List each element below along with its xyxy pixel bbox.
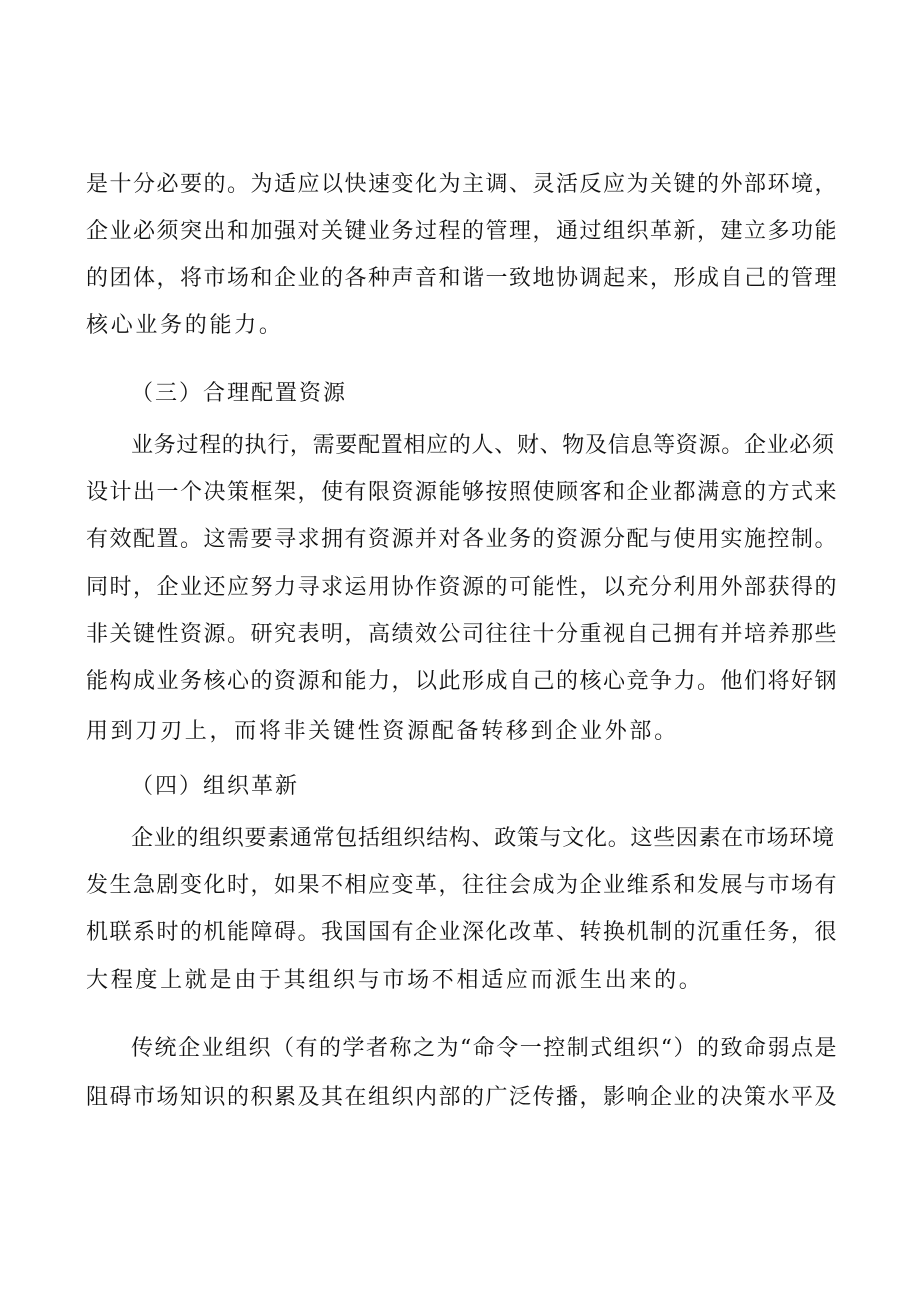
paragraph-line: 有效配置。这需要寻求拥有资源并对各业务的资源分配与使用实施控制。 [86, 527, 839, 552]
paragraph-line: 企业必须突出和加强对关键业务过程的管理，通过组织革新，建立多功能 [86, 219, 839, 244]
paragraph-line: 大程度上就是由于其组织与市场不相适应而派生出来的。 [86, 968, 704, 993]
paragraph-line: 传统企业组织（有的学者称之为“命令一控制式组织“）的致命弱点是 [131, 1036, 838, 1061]
paragraph-line: 能构成业务核心的资源和能力，以此形成自己的核心竞争力。他们将好钢 [86, 669, 839, 694]
paragraph-line: 业务过程的执行，需要配置相应的人、财、物及信息等资源。企业必须 [131, 433, 835, 458]
paragraph-line: 核心业务的能力。 [86, 313, 284, 338]
paragraph-line: 设计出一个决策框架，使有限资源能够按照使顾客和企业都满意的方式来 [86, 480, 839, 505]
paragraph-line: 阻碍市场知识的积累及其在组织内部的广泛传播，影响企业的决策水平及 [86, 1085, 839, 1110]
paragraph-line: 是十分必要的。为适应以快速变化为主调、灵活反应为关键的外部环境， [86, 172, 839, 197]
paragraph-line: 企业的组织要素通常包括组织结构、政策与文化。这些因素在市场环境 [131, 826, 835, 851]
paragraph-line: 发生急剧变化时，如果不相应变革，往往会成为企业维系和发展与市场有 [86, 873, 839, 898]
paragraph-line: 的团体，将市场和企业的各种声音和谐一致地协调起来，形成自己的管理 [86, 266, 839, 291]
section-heading: （三）合理配置资源 [131, 381, 348, 406]
paragraph-line: 非关键性资源。研究表明，高绩效公司往往十分重视自己拥有并培养那些 [86, 622, 839, 647]
paragraph-line: 用到刀刃上，而将非关键性资源配备转移到企业外部。 [86, 719, 679, 744]
paragraph-line: 机联系时的机能障碍。我国国有企业深化改革、转换机制的沉重任务，很 [86, 920, 839, 945]
section-heading: （四）组织革新 [131, 774, 300, 799]
paragraph-line: 同时，企业还应努力寻求运用协作资源的可能性，以充分利用外部获得的 [86, 575, 839, 600]
